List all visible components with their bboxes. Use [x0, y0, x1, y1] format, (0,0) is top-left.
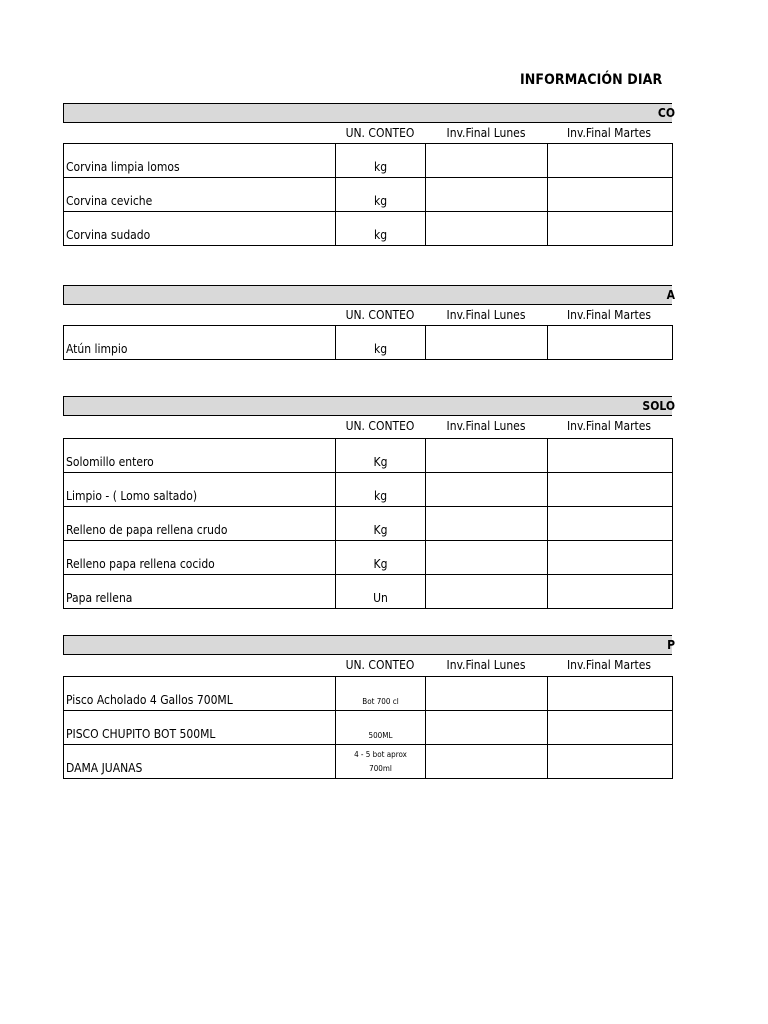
section-title: P	[667, 638, 675, 652]
table-row	[64, 507, 673, 541]
cell-monday[interactable]	[426, 575, 548, 609]
cell-tuesday[interactable]	[548, 326, 673, 360]
col-header-monday: Inv.Final Lunes	[446, 126, 526, 140]
col-header-unit: UN. CONTEO	[345, 419, 415, 433]
item-unit: Bot 700 cl	[336, 677, 426, 711]
table-row	[64, 575, 673, 609]
table-row	[64, 439, 673, 473]
section-atun	[63, 285, 675, 360]
table-row	[64, 711, 673, 745]
cell-tuesday[interactable]	[548, 575, 673, 609]
section-title: CO	[657, 106, 675, 120]
cell-monday[interactable]	[426, 541, 548, 575]
cell-tuesday[interactable]	[548, 473, 673, 507]
col-header-tuesday: Inv.Final Martes	[567, 419, 651, 433]
items-table	[63, 143, 673, 246]
table-row	[64, 745, 673, 779]
item-name: Solomillo entero	[64, 439, 336, 473]
cell-tuesday[interactable]	[548, 745, 673, 779]
cell-monday[interactable]	[426, 677, 548, 711]
item-unit: 500ML	[336, 711, 426, 745]
column-headers	[63, 655, 672, 675]
item-unit: Kg	[336, 507, 426, 541]
cell-tuesday[interactable]	[548, 144, 673, 178]
item-name: PISCO CHUPITO BOT 500ML	[64, 711, 336, 745]
cell-tuesday[interactable]	[548, 439, 673, 473]
table-row	[64, 144, 673, 178]
cell-tuesday[interactable]	[548, 507, 673, 541]
col-header-unit: UN. CONTEO	[345, 658, 415, 672]
item-unit: kg	[336, 144, 426, 178]
cell-tuesday[interactable]	[548, 677, 673, 711]
column-headers	[63, 416, 672, 436]
cell-monday[interactable]	[426, 144, 548, 178]
col-header-tuesday: Inv.Final Martes	[567, 658, 651, 672]
table-row	[64, 473, 673, 507]
cell-monday[interactable]	[426, 745, 548, 779]
cell-monday[interactable]	[426, 326, 548, 360]
section-header	[63, 635, 675, 655]
table-row	[64, 541, 673, 575]
section-pisco	[63, 635, 675, 779]
table-row	[64, 326, 673, 360]
item-name: Papa rellena	[64, 575, 336, 609]
cell-tuesday[interactable]	[548, 541, 673, 575]
section-title: A	[666, 288, 675, 302]
col-header-tuesday: Inv.Final Martes	[567, 308, 651, 322]
item-name: Atún limpio	[64, 326, 336, 360]
page-title: INFORMACIÓN DIAR	[520, 72, 663, 88]
cell-tuesday[interactable]	[548, 711, 673, 745]
cell-monday[interactable]	[426, 178, 548, 212]
item-name: Limpio - ( Lomo saltado)	[64, 473, 336, 507]
cell-monday[interactable]	[426, 212, 548, 246]
table-row	[64, 178, 673, 212]
column-headers	[63, 123, 672, 143]
cell-monday[interactable]	[426, 473, 548, 507]
col-header-unit: UN. CONTEO	[345, 126, 415, 140]
item-name: Corvina sudado	[64, 212, 336, 246]
item-unit: Kg	[336, 439, 426, 473]
section-corvina	[63, 103, 675, 246]
column-headers	[63, 305, 672, 325]
table-row	[64, 212, 673, 246]
item-unit: Un	[336, 575, 426, 609]
section-header	[63, 396, 675, 416]
item-name: Corvina ceviche	[64, 178, 336, 212]
section-solomillo	[63, 396, 675, 609]
col-header-tuesday: Inv.Final Martes	[567, 126, 651, 140]
section-header	[63, 103, 675, 123]
col-header-monday: Inv.Final Lunes	[446, 658, 526, 672]
items-table	[63, 438, 673, 609]
cell-monday[interactable]	[426, 507, 548, 541]
col-header-monday: Inv.Final Lunes	[446, 308, 526, 322]
col-header-monday: Inv.Final Lunes	[446, 419, 526, 433]
cell-tuesday[interactable]	[548, 178, 673, 212]
item-unit: kg	[336, 473, 426, 507]
items-table	[63, 676, 673, 779]
item-unit-line: 4 - 5 bot aprox	[354, 749, 407, 759]
item-name: Relleno papa rellena cocido	[64, 541, 336, 575]
table-row	[64, 677, 673, 711]
cell-tuesday[interactable]	[548, 212, 673, 246]
item-name: Corvina limpia lomos	[64, 144, 336, 178]
cell-monday[interactable]	[426, 711, 548, 745]
section-title: SOLO	[642, 399, 675, 413]
item-name: DAMA JUANAS	[64, 745, 336, 779]
cell-monday[interactable]	[426, 439, 548, 473]
items-table	[63, 325, 673, 360]
item-unit-line: 700ml	[369, 763, 392, 773]
item-name: Relleno de papa rellena crudo	[64, 507, 336, 541]
col-header-unit: UN. CONTEO	[345, 308, 415, 322]
item-unit: Kg	[336, 541, 426, 575]
section-header	[63, 285, 675, 305]
item-unit: kg	[336, 212, 426, 246]
item-unit	[336, 745, 426, 779]
item-name: Pisco Acholado 4 Gallos 700ML	[64, 677, 336, 711]
item-unit: kg	[336, 326, 426, 360]
item-unit: kg	[336, 178, 426, 212]
